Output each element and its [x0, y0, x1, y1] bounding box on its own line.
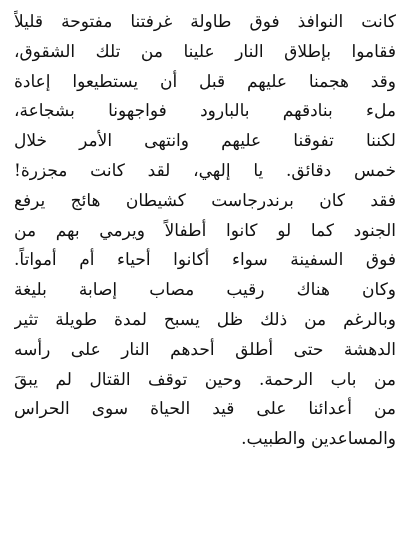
text-line: وقد هجمنا عليهم قبل أن يستطيعوا إعادة — [14, 71, 396, 92]
text-line: لكننا تفوقنا عليهم وانتهى الأمر خلال — [14, 131, 396, 152]
text-line: خمس دقائق. يا إلهي، لقد كانت مجزرة! — [14, 160, 396, 181]
text-line: الجنود كما لو كانوا أطفالاً ويرمي بهم من — [14, 220, 396, 241]
text-line: وبالرغم من ذلك ظل يسبح لمدة طويلة تثير — [14, 309, 396, 330]
paragraph — [14, 8, 396, 455]
text-line: فوق السفينة سواء أكانوا أحياء أم أمواتاً. — [14, 250, 396, 271]
text-line: فقاموا بإطلاق النار علينا من تلك الشقوق، — [14, 41, 396, 62]
text-line: ملء بنادقهم بالبارود فواجهونا بشجاعة، — [14, 101, 396, 122]
text-line: الدهشة حتى أطلق أحدهم النار على رأسه — [14, 339, 396, 360]
text-line: فقد كان برندرجاست كشيطان هائج يرفع — [14, 190, 396, 211]
text-line: من أعدائنا على قيد الحياة سوى الحراس — [14, 399, 396, 420]
text-line: كانت النوافذ فوق طاولة غرفتنا مفتوحة قليلاً — [14, 12, 396, 32]
text-line: من باب الرحمة. وحين توقف القتال لم يبقَ — [14, 369, 396, 390]
text-line-last: والمساعدين والطبيب. — [241, 429, 396, 450]
text-line: وكان هناك رقيب مصاب إصابة بليغة — [14, 280, 396, 301]
